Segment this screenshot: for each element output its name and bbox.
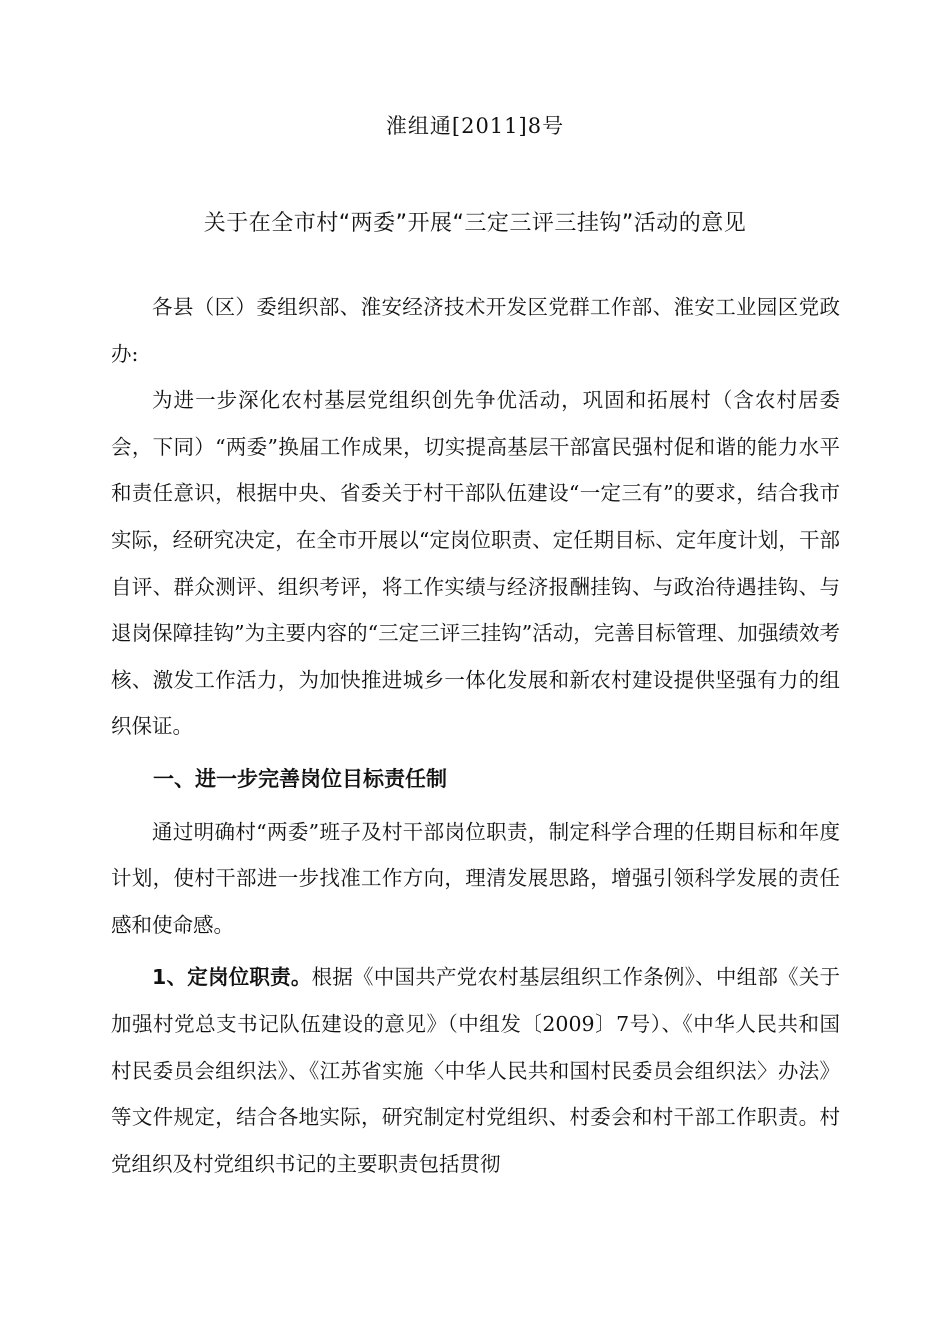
document-number: 淮组通[2011]8号 <box>385 114 565 138</box>
intro-paragraph: 为进一步深化农村基层党组织创先争优活动，巩固和拓展村（含农村居委会，下同）“两委”换届工作成果，切实提高基层干部富民强村促和谐的能力水平和责任意识，根据中央、省委关于村干部队伍建设“一定三有”的要求，结合我市实际，经研究决定，在全市开展以“定岗位职责、定任期目标、定年度计划，干部自评、群众测评、组织考评，将工作实绩与经济报酬挂钩、与政治待遇挂钩、与退岗保障挂钩”为主要内容的“三定三评三挂钩”活动，完善目标管理、加强绩效考核、激发工作活力，为加快推进城乡一体化发展和新农村建设提供坚强有力的组织保证。 <box>111 388 840 739</box>
section-1-paragraph: 通过明确村“两委”班子及村干部岗位职责，制定科学合理的任期目标和年度计划，使村干部进一步找准工作方向，理清发展思路，增强引领科学发展的责任感和使命感。 <box>111 819 840 937</box>
salutation: 各县（区）委组织部、淮安经济技术开发区党群工作部、淮安工业园区党政办: <box>111 295 840 366</box>
item-1-text: 根据《中国共产党农村基层组织工作条例》、中组部《关于加强村党总支书记队伍建设的意见》（中组发〔2009〕7号）、《中华人民共和国村民委员会组织法》、《江苏省实施〈中华人民共和国村民委员会组织法〉办法》等文件规定，结合各地实际，研究制定村党组织、村委会和村干部工作职责。村党组织及村党组织书记的主要职责包括贯彻 <box>111 965 840 1176</box>
document-title: 关于在全市村“两委”开展“三定三评三挂钩”活动的意见 <box>203 211 747 236</box>
item-1-title: 1、定岗位职责。 <box>152 965 312 990</box>
document-body <box>111 284 840 1187</box>
section-1-heading: 一、进一步完善岗位目标责任制 <box>153 766 447 791</box>
item-1-paragraph <box>111 954 840 1187</box>
